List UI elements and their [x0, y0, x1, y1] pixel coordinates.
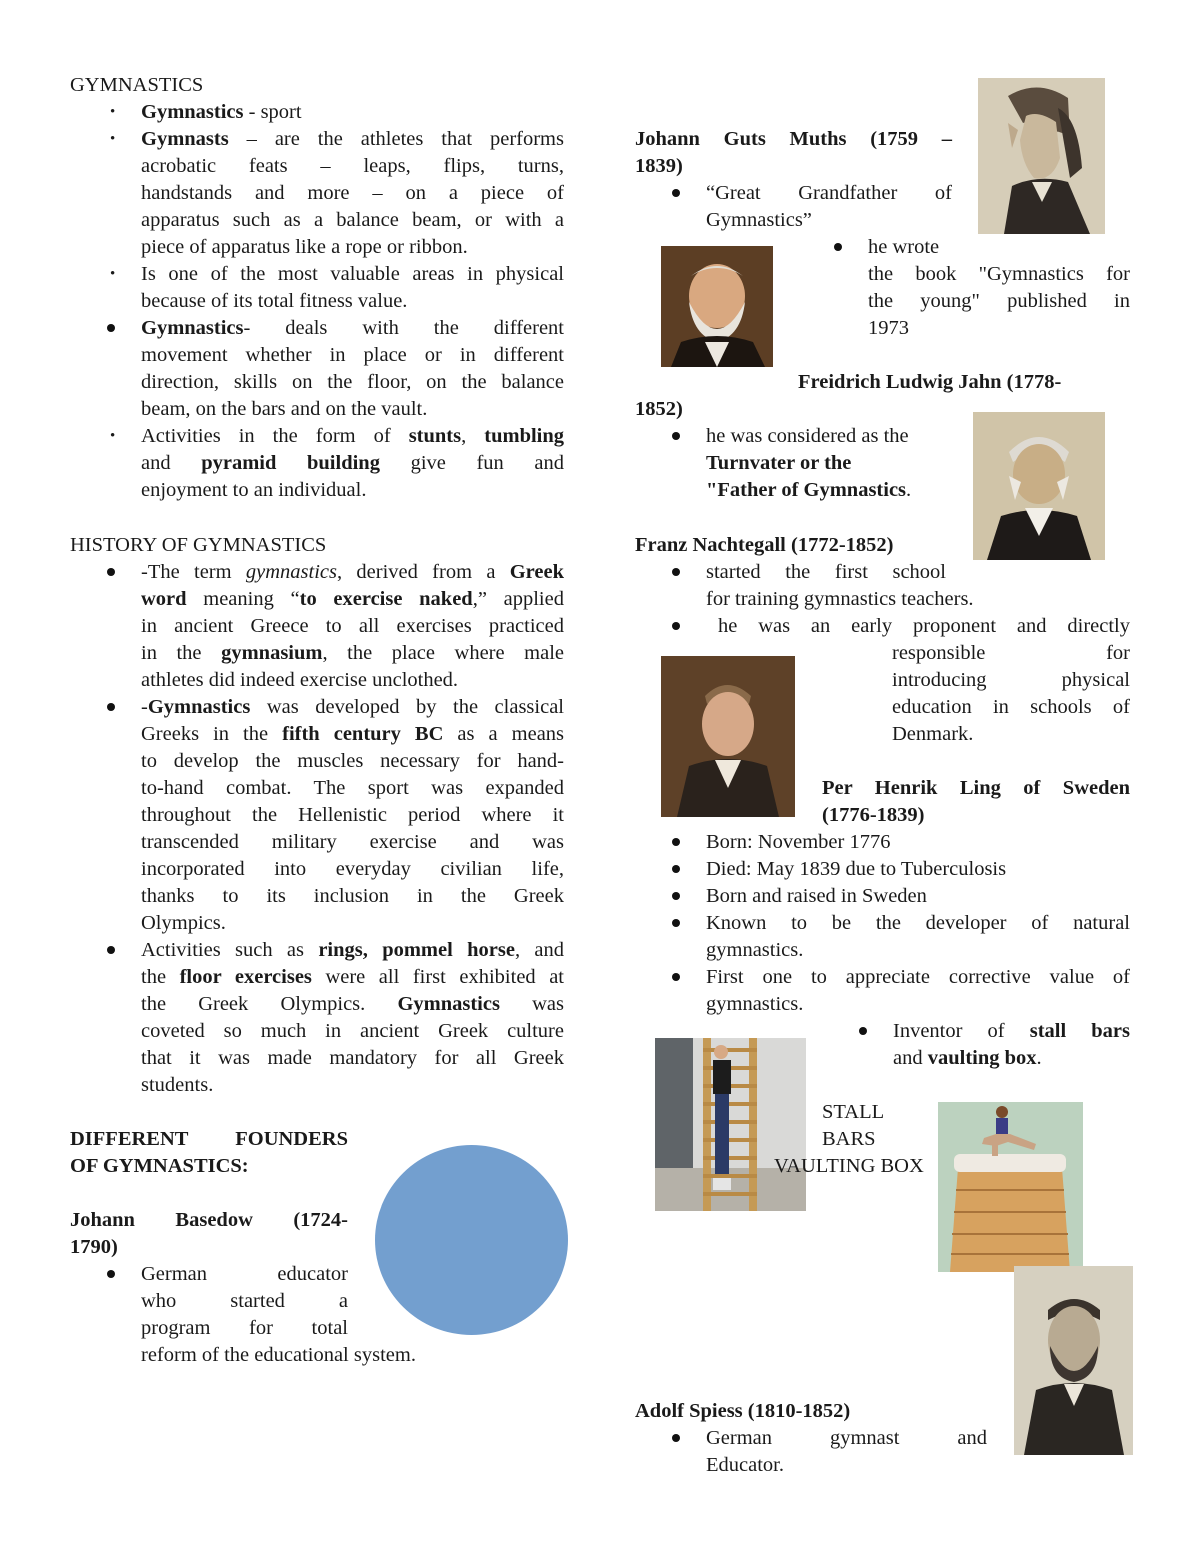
list-item: started the first school — [706, 561, 946, 583]
text-line: program for total — [141, 1317, 348, 1339]
bullet-marker — [672, 919, 680, 927]
founder-name-line2: (1776-1839) — [822, 804, 925, 826]
text-line: gymnastics. — [706, 939, 804, 961]
bullet-marker — [672, 622, 680, 630]
text-line: Greeks in the fifth century BC as a means — [141, 723, 565, 745]
founders-heading: DIFFERENT FOUNDERS — [70, 1128, 348, 1150]
founder-name-line2: 1790) — [70, 1236, 118, 1258]
founder-name: Adolf Spiess (1810-1852) — [635, 1400, 851, 1422]
founder-name-line2: 1839) — [635, 155, 683, 177]
bullet-marker — [672, 838, 680, 846]
bullet-marker — [107, 324, 115, 332]
founder-name: Per Henrik Ling of Sweden — [822, 777, 1130, 799]
stall-bars-label-line2: BARS — [822, 1128, 876, 1150]
founders-heading-line2: OF GYMNASTICS: — [70, 1155, 249, 1177]
founder-name-line2: 1852) — [635, 398, 683, 420]
list-item: he wrote — [868, 236, 940, 258]
text-line: piece of apparatus like a rope or ribbon. — [141, 236, 468, 258]
text-line: enjoyment to an individual. — [141, 479, 367, 501]
text-line: Educator. — [706, 1454, 784, 1476]
text-line: for training gymnastics teachers. — [706, 588, 974, 610]
text-line: the book "Gymnastics for — [868, 263, 1130, 285]
bullet-marker — [107, 703, 115, 711]
founder-name: Johann Basedow (1724- — [70, 1209, 348, 1231]
bullet-marker — [672, 973, 680, 981]
list-item: Gymnasts – are the athletes that performs — [141, 128, 564, 150]
bullet-marker — [107, 568, 115, 576]
list-item: -The term gymnastics, derived from a Greek — [141, 561, 565, 583]
text-line: gymnastics. — [706, 993, 804, 1015]
text-line: to develop the muscles necessary for hand- — [141, 750, 564, 772]
text-line: apparatus such as a balance beam, or with a — [141, 209, 564, 231]
bullet-marker — [834, 243, 842, 251]
text-line: Gymnastics” — [706, 209, 812, 231]
text-line: students. — [141, 1074, 214, 1096]
text-line: Turnvater or the — [706, 452, 852, 474]
portrait-image — [978, 78, 1105, 234]
portrait-image — [661, 656, 795, 817]
text-line: handstands and more – on a piece of — [141, 182, 564, 204]
text-line: and pyramid building give fun and — [141, 452, 564, 474]
gymnastics-heading: GYMNASTICS — [70, 74, 204, 96]
text-line: transcended military exercise and was — [141, 831, 564, 853]
text-line: in ancient Greece to all exercises practiced — [141, 615, 564, 637]
vaulting-box-photo — [938, 1102, 1083, 1272]
list-item: Died: May 1839 due to Tuberculosis — [706, 858, 1007, 880]
portrait-image — [1014, 1266, 1133, 1455]
list-item: German educator — [141, 1263, 348, 1285]
stall-bars-photo — [655, 1038, 806, 1211]
founder-name: Freidrich Ludwig Jahn (1778- — [798, 371, 1062, 393]
text-line: Denmark. — [892, 723, 974, 745]
bullet-marker: • — [110, 266, 116, 282]
founder-name: Johann Guts Muths (1759 – — [635, 128, 952, 150]
list-item: Inventor of stall bars — [893, 1020, 1130, 1042]
text-line: acrobatic feats – leaps, flips, turns, — [141, 155, 564, 177]
bullet-marker — [672, 1434, 680, 1442]
list-item: he was an early proponent and directly — [718, 615, 1130, 637]
bullet-marker: • — [110, 131, 116, 147]
bullet-marker — [672, 865, 680, 873]
bullet-marker — [859, 1027, 867, 1035]
text-line: that it was made mandatory for all Greek — [141, 1047, 564, 1069]
text-line: the floor exercises were all first exhibited at — [141, 966, 565, 988]
list-item: Gymnastics- deals with the different — [141, 317, 564, 339]
bullet-marker — [672, 189, 680, 197]
text-line: reform of the educational system. — [141, 1344, 416, 1366]
text-line: responsible for — [892, 642, 1130, 664]
list-item: Activities such as rings, pommel horse, and — [141, 939, 564, 961]
history-heading: HISTORY OF GYMNASTICS — [70, 534, 327, 556]
text-line: "Father of Gymnastics. — [706, 479, 912, 501]
founder-name: Franz Nachtegall (1772-1852) — [635, 534, 894, 556]
text-line: the Greek Olympics. Gymnastics was — [141, 993, 564, 1015]
list-item: German gymnast and — [706, 1427, 987, 1449]
text-line: incorporated into everyday civilian life, — [141, 858, 564, 880]
bullet-marker — [107, 946, 115, 954]
text-line: who started a — [141, 1290, 348, 1312]
list-item: Born: November 1776 — [706, 831, 891, 853]
text-line: 1973 — [868, 317, 909, 339]
list-item: “Great Grandfather of — [706, 182, 952, 204]
text-line: in the gymnasium, the place where male — [141, 642, 564, 664]
list-item: Gymnastics - sport — [141, 101, 302, 123]
text-line: introducing physical — [892, 669, 1130, 691]
text-line: word meaning “to exercise naked,” applied — [141, 588, 564, 610]
bullet-marker: • — [110, 104, 116, 120]
text-line: coveted so much in ancient Greek culture — [141, 1020, 564, 1042]
list-item: First one to appreciate corrective value of — [706, 966, 1130, 988]
blue-circle-shape — [375, 1145, 568, 1335]
text-line: movement whether in place or in different — [141, 344, 564, 366]
text-line: to-hand combat. The sport was expanded — [141, 777, 564, 799]
bullet-marker — [107, 1270, 115, 1278]
text-line: athletes did indeed exercise unclothed. — [141, 669, 459, 691]
portrait-image — [661, 246, 773, 367]
bullet-marker: • — [110, 428, 116, 444]
portrait-image — [973, 412, 1105, 560]
list-item: -Gymnastics was developed by the classical — [141, 696, 564, 718]
text-line: thanks to its inclusion in the Greek — [141, 885, 564, 907]
stall-bars-label: STALL — [822, 1101, 885, 1123]
list-item: Is one of the most valuable areas in physical — [141, 263, 564, 285]
text-line: Olympics. — [141, 912, 226, 934]
list-item: he was considered as the — [706, 425, 909, 447]
text-line: and vaulting box. — [893, 1047, 1042, 1069]
bullet-marker — [672, 432, 680, 440]
text-line: the young" published in — [868, 290, 1130, 312]
list-item: Born and raised in Sweden — [706, 885, 927, 907]
text-line: because of its total fitness value. — [141, 290, 408, 312]
bullet-marker — [672, 892, 680, 900]
text-line: throughout the Hellenistic period where it — [141, 804, 564, 826]
list-item: Activities in the form of stunts, tumbling — [141, 425, 565, 447]
text-line: direction, skills on the floor, on the balance — [141, 371, 564, 393]
list-item: Known to be the developer of natural — [706, 912, 1130, 934]
bullet-marker — [672, 568, 680, 576]
text-line: beam, on the bars and on the vault. — [141, 398, 428, 420]
text-line: education in schools of — [892, 696, 1130, 718]
vaulting-box-label: VAULTING BOX — [774, 1155, 924, 1177]
